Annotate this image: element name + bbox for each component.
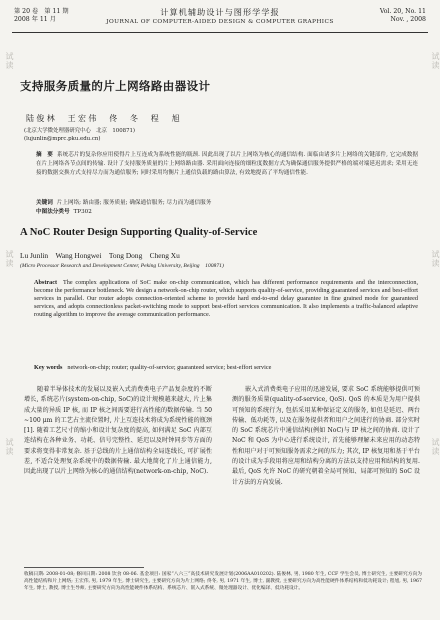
english-authors: Lu Junlin Wang Hongwei Tong Dong Cheng Xu — [20, 251, 180, 260]
english-keywords — [34, 364, 418, 371]
body-column-left: 随着半导体技术的发展以及嵌入式消费类电子产品复杂度的不断增长, 系统芯片(system-on-chip, SoC)的设计规模越来越大, 片上集成大量的异质 IP 核, 而 IP 核之间需要进行高性能的数据传输. 当 50 ~100 μm 的工艺占主流位置时, 片上互连技术将成为系统性能的瓶颈[1]. 随着工艺尺寸的缩小和设计复杂度的提高, 如何满足 SoC 内部互连结构在各种业务、功耗、信号完整性、延迟以及时钟同步等方面的要求将变得非常复杂. 基于总线的片上通信结构全局连线长, 可扩展性差, 不适合处理复杂系统中的数据传输. 最大地简化了片上通信能力, 因此出现了以片上网络为核心的通信结构(network-on-chip, NoC). — [24, 386, 212, 476]
keywords-text-en: network-on-chip; router; quality-of-service; guaranteed service; best-effort service — [67, 364, 272, 371]
english-affiliation: (Micro Processor Research and Development Center, Peking University, Beijing 100871) — [20, 263, 224, 269]
abstract-text-en: The complex applications of SoC make on-chip communication, which has different performance requirements and the interconnection, become the performance bottleneck. We design a network-on-chip router, which supports quality-of-service, providing guaranteed services and best-effort services in parallel. Our router adopts connection-oriented scheme to provide hard end-to-end delay guarantee in fine grained mode for guaranteed services, and adopts connectionless packet-switching mode to support best-effort services communication. It also implements a traffic-balanced adaptive routing algorithm to improve the average communication performance. — [34, 279, 418, 319]
body-column-right: 嵌入式消费类电子应用的迅速发展, 要求 SoC 系统能够提供可预测的服务质量(quality-of-service, QoS). QoS 的本质是为用户提供可预知的系统行为, 包括采用某种保证定义的服务, 如但是延迟、两台传输、低功耗等, 以及在服务提供者和用户之间进行的协商. 部分实时的 SoC 系统芯片中通信结构(例如 NoC)与 IP 核之间的协商. 设计了 NoC 和 QoS 为中心进行系统设计, 首先能够理解未来应用的动态特性和用户对于可预知服务需求之间的压力; 其次, IP 核复用和基于平台的设计成为手段用将应用和结构分离的方法以支持应用和结构的复用. 最后, QoS 允许 NoC 的研究朝着全局可预知、局部可预知的 SoC 设计方法的方向发展. — [232, 386, 420, 486]
header-center — [102, 7, 338, 25]
chinese-keywords — [36, 199, 418, 207]
watermark-left-top: 试读 — [5, 52, 14, 70]
keywords-text-cn: 片上网络; 路由器; 服务质量; 确保通信服务; 尽力而为通信服务 — [56, 200, 212, 206]
watermark-right-top: 试读 — [431, 52, 440, 70]
volume-issue-cn: 第 20 卷 第 11 期 — [14, 8, 69, 15]
english-abstract — [34, 279, 418, 319]
watermark-left-bottom: 试读 — [5, 438, 14, 456]
chinese-title: 支持服务质量的片上网络路由器设计 — [20, 79, 211, 93]
chinese-affiliation — [24, 127, 135, 143]
journal-header — [12, 6, 428, 33]
header-left — [14, 8, 69, 24]
chinese-abstract — [36, 151, 418, 179]
clc-number — [36, 208, 418, 216]
footnote-divider — [24, 567, 144, 568]
header-right — [380, 8, 426, 24]
keywords-label-cn: 关键词 — [36, 200, 53, 206]
clc-label: 中图法分类号 — [36, 209, 70, 215]
watermark-right-bottom: 试读 — [431, 438, 440, 456]
email-line: (lujunlin@mprc.pku.edu.cn) — [24, 136, 101, 142]
journal-name-en: JOURNAL OF COMPUTER-AIDED DESIGN & COMPUTER GRAPHICS — [106, 19, 334, 25]
date-cn: 2008 年 11 月 — [14, 16, 56, 23]
chinese-authors: 陆俊林 王宏伟 佟 冬 程 旭 — [26, 114, 182, 123]
volume-issue-en: Vol. 20, No. 11 — [379, 8, 426, 15]
date-en: Nov. , 2008 — [390, 16, 426, 23]
watermark-right-middle: 试读 — [431, 250, 440, 268]
abstract-label-en: Abstract — [34, 279, 58, 286]
watermark-left-middle: 试读 — [5, 250, 14, 268]
english-title: A NoC Router Design Supporting Quality-of-Service — [20, 227, 258, 238]
journal-name-cn: 计算机辅助设计与图形学学报 — [160, 7, 280, 17]
keywords-label-en: Key words — [34, 364, 63, 371]
abstract-label-cn: 摘 要 — [36, 152, 53, 158]
abstract-text-cn: 系统芯片的复杂你应用使得片上互连成为系统性能的瓶颈. 因此出现了以片上网络为核心的通信结构. 面临由诸多片上网络的关键部件, 它完成数据在片上网络各节点间的传输. 设计了支持服务质量的片上网络路由器. 采用面向连接的细粒度数据方式为确保通信服务提供严格的端对端延迟需求; 采用无连接的数据交换方式支持尽力而为通信服务; 同时采用均衡片上通信负载的路由算法, 有效地提高了平均通信性能. — [36, 152, 418, 177]
affiliation-line: (北京大学微处理器研究中心 北京 100871) — [24, 128, 136, 134]
footnote: 收稿日期: 2008-01-08; 修回日期: 2008 饮食 08-06. 基金项目: 国家“八六三”高技术研究发展计划(2006AA010202). 陆俊林, 男, 1980 年生, CCF 学生会员, 博士研究生, 主要研究方向为高性能结构和片上网络; 王宏伟, 男, 1979 年生, 博士研究生, 主要研究方向为片上网络; 佟冬, 男, 1971 年生, 博士, 副教授, 主要研究方向为高性能硬件体系结构和低功耗设计; 程旭, 男, 1967 年生, 博士, 教授, 博士生导师, 主要研究方向为高性能硬件体系结构、系统芯片、嵌入式系统、微处理器设计、优化编译、低功耗设计。 — [24, 572, 422, 592]
clc-value: TP302 — [73, 209, 92, 215]
